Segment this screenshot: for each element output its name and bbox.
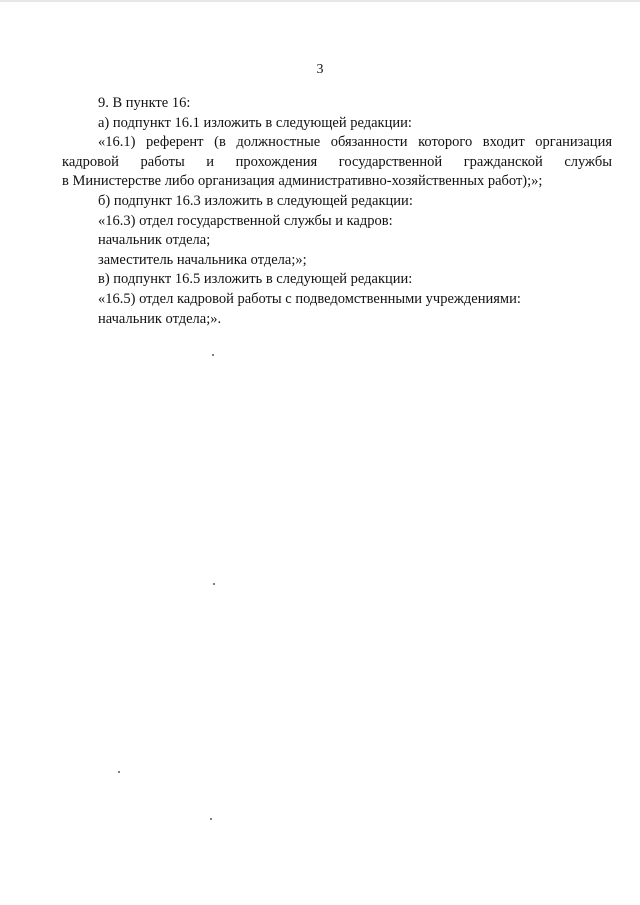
page-number: 3 — [316, 62, 324, 77]
document-body — [62, 94, 612, 329]
paragraph-heading: 9. В пункте 16: — [98, 95, 191, 111]
quoted-text-line-2: кадровой работы и прохождения государственной гражданской службы — [62, 153, 612, 170]
position-line-3: начальник отдела;». — [98, 310, 222, 327]
subitem-c: в) подпункт 16.5 изложить в следующей редакции: — [98, 271, 413, 288]
position-line-1: начальник отдела; — [98, 232, 211, 249]
position-line-2: заместитель начальника отдела;»; — [98, 251, 307, 268]
scan-speck — [210, 818, 212, 820]
quoted-text-line-3: в Министерстве либо организация административно-хозяйственных работ);»; — [62, 173, 543, 190]
subitem-b: б) подпункт 16.3 изложить в следующей редакции: — [98, 192, 413, 209]
scan-speck — [118, 771, 120, 773]
quoted-department-title-2: «16.5) отдел кадровой работы с подведомственными учреждениями: — [98, 290, 521, 307]
scan-speck — [213, 583, 215, 585]
scan-top-edge — [0, 0, 640, 2]
quoted-text-line-1: «16.1) референт (в должностные обязанности которого входит организация — [98, 134, 612, 151]
quoted-department-title: «16.3) отдел государственной службы и кадров: — [98, 212, 393, 229]
subitem-a: а) подпункт 16.1 изложить в следующей редакции: — [98, 114, 412, 131]
scan-speck — [212, 354, 214, 356]
